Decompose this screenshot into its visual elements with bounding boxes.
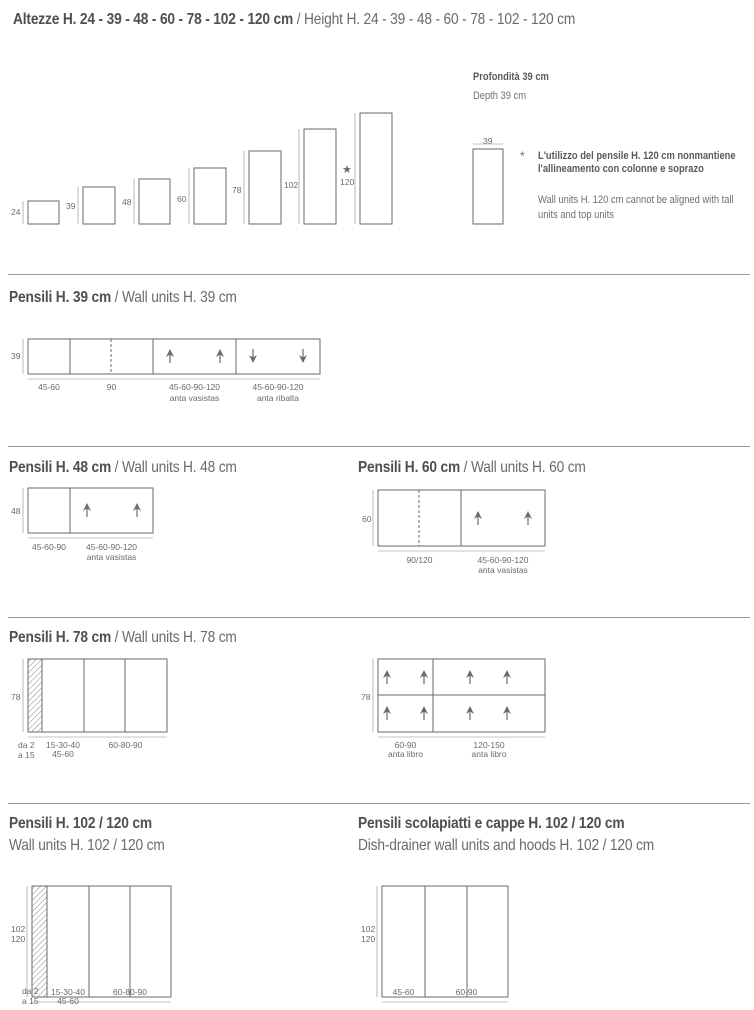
arrow-up-icon — [503, 670, 511, 684]
h60-title-en: / Wall units H. 60 cm — [460, 459, 586, 476]
h102-height-label-120: 120 — [11, 934, 26, 944]
note-en-line2: units and top units — [538, 209, 614, 221]
h102-filler-to: a 15 — [22, 996, 39, 1006]
divider — [8, 446, 750, 447]
dish-title-it — [358, 814, 624, 834]
arrow-up-icon — [466, 670, 474, 684]
h102-width-2: 60-80-90 — [112, 987, 148, 997]
unit-box-120 — [360, 113, 392, 224]
dish-title-it-text: Pensili scolapiatti e cappe H. 102 / 120 cm — [358, 815, 625, 832]
height-label-24: 24 — [11, 207, 21, 217]
h102-title-it — [9, 814, 152, 834]
heights-title-it: Altezze H. 24 - 39 - 48 - 60 - 78 - 102 - 120 cm — [13, 11, 294, 28]
h39-width-4-sub: anta ribalta — [256, 393, 300, 403]
h60-width-2-sub: anta vasistas — [478, 565, 528, 575]
arrow-down-icon — [249, 349, 257, 363]
h60-diagram — [0, 480, 754, 560]
h78-width-1b: 45-60 — [52, 749, 74, 759]
divider — [8, 274, 750, 275]
depth-box — [473, 149, 503, 224]
dish-diagram — [0, 870, 754, 1010]
height-label-39: 39 — [66, 201, 76, 211]
h78b-height-label: 78 — [361, 692, 371, 702]
h78-width-2: 60-80-90 — [108, 740, 143, 750]
arrow-up-icon — [166, 349, 174, 363]
h39-width-3-sub: anta vasistas — [169, 393, 220, 403]
unit-box-60 — [194, 168, 226, 224]
dish-height-label-102: 102 — [361, 924, 376, 934]
arrow-up-icon — [420, 670, 428, 684]
arrow-up-icon — [216, 349, 224, 363]
h78b-width-2: 120-150 — [473, 740, 505, 750]
h78-filler-from: da 2 — [18, 740, 35, 750]
divider — [8, 803, 750, 804]
height-label-48: 48 — [122, 197, 132, 207]
unit-box-24 — [28, 201, 59, 224]
h48-width-1: 45-60-90 — [31, 542, 67, 552]
arrow-up-icon — [383, 706, 391, 720]
arrow-up-icon — [420, 706, 428, 720]
h78-title-en: / Wall units H. 78 cm — [111, 629, 237, 646]
divider — [8, 617, 750, 618]
h39-width-3: 45-60-90-120 — [168, 382, 221, 392]
h78b-width-1-sub: anta libro — [388, 749, 423, 759]
arrow-up-icon — [524, 511, 532, 525]
h39-width-1: 45-60 — [38, 382, 60, 392]
note-star: * — [520, 149, 525, 163]
h102-height-label-102: 102 — [11, 924, 26, 934]
depth-title-en: Depth 39 cm — [473, 90, 527, 102]
h78-height-label: 78 — [11, 692, 21, 702]
h102-width-1a: 15-30-40 — [50, 987, 86, 997]
height-label-60: 60 — [177, 194, 187, 204]
depth-label: 39 — [483, 136, 493, 146]
arrow-up-icon — [474, 511, 482, 525]
dish-title-en: Dish-drainer wall units and hoods H. 102 / 120 cm — [358, 837, 654, 854]
h78b-width-2-sub: anta libro — [471, 749, 507, 759]
h78-title-it: Pensili H. 78 cm — [9, 629, 112, 646]
heights-title-en: / Height H. 24 - 39 - 48 - 60 - 78 - 102 - 120 cm — [293, 11, 576, 28]
height-label-120: 120 — [340, 177, 355, 187]
h39-width-4: 45-60-90-120 — [252, 382, 304, 392]
unit-box-39 — [83, 187, 115, 224]
h102-title-en: Wall units H. 102 / 120 cm — [9, 837, 165, 854]
h39-title-it: Pensili H. 39 cm — [9, 289, 112, 306]
unit-box-78 — [249, 151, 281, 224]
note-it-line2: l'allineamento con colonne e soprazo — [538, 163, 704, 175]
h39-height-label: 39 — [11, 351, 21, 361]
h60-height-label: 60 — [362, 514, 372, 524]
star-icon: ★ — [342, 164, 352, 176]
arrow-up-icon — [383, 670, 391, 684]
height-label-78: 78 — [232, 185, 242, 195]
dish-height-label-120: 120 — [361, 934, 376, 944]
note-en-line1: Wall units H. 120 cm cannot be aligned with tall — [538, 194, 734, 206]
unit-box-48 — [139, 179, 170, 224]
h78-width-1a: 15-30-40 — [45, 740, 81, 750]
h102-width-1b: 45-60 — [57, 996, 79, 1006]
h60-width-2: 45-60-90-120 — [477, 555, 529, 565]
h48-title-it: Pensili H. 48 cm — [9, 459, 112, 476]
h60-title — [358, 458, 586, 478]
depth-title-it: Profondità 39 cm — [473, 71, 549, 83]
h39-title — [9, 288, 237, 308]
note-it-line1: L'utilizzo del pensile H. 120 cm nonmantiene — [538, 150, 736, 162]
arrow-up-icon — [466, 706, 474, 720]
h78-title — [9, 628, 237, 648]
h102-title-it-text: Pensili H. 102 / 120 cm — [9, 815, 152, 832]
h48-title — [9, 458, 237, 478]
h60-width-1: 90/120 — [406, 555, 433, 565]
h39-title-en: / Wall units H. 39 cm — [111, 289, 237, 306]
h48-width-2: 45-60-90-120 — [85, 542, 138, 552]
height-label-102: 102 — [284, 180, 299, 190]
h102-filler-from: da 2 — [22, 986, 39, 996]
h48-title-en: / Wall units H. 48 cm — [111, 459, 237, 476]
arrow-down-icon — [299, 349, 307, 363]
h78b-width-1: 60-90 — [394, 740, 417, 750]
dish-width-2: 60-90 — [455, 987, 478, 997]
h78-filler-to: a 15 — [18, 750, 35, 760]
h48-width-2-sub: anta vasistas — [86, 552, 137, 562]
h78b-diagram — [0, 650, 754, 750]
h39-width-2: 90 — [106, 382, 117, 392]
h60-title-it: Pensili H. 60 cm — [358, 459, 461, 476]
dish-width-1: 45-60 — [392, 987, 415, 997]
h39-diagram — [0, 330, 754, 410]
arrow-up-icon — [503, 706, 511, 720]
unit-box-102 — [304, 129, 336, 224]
h48-height-label: 48 — [11, 506, 21, 516]
